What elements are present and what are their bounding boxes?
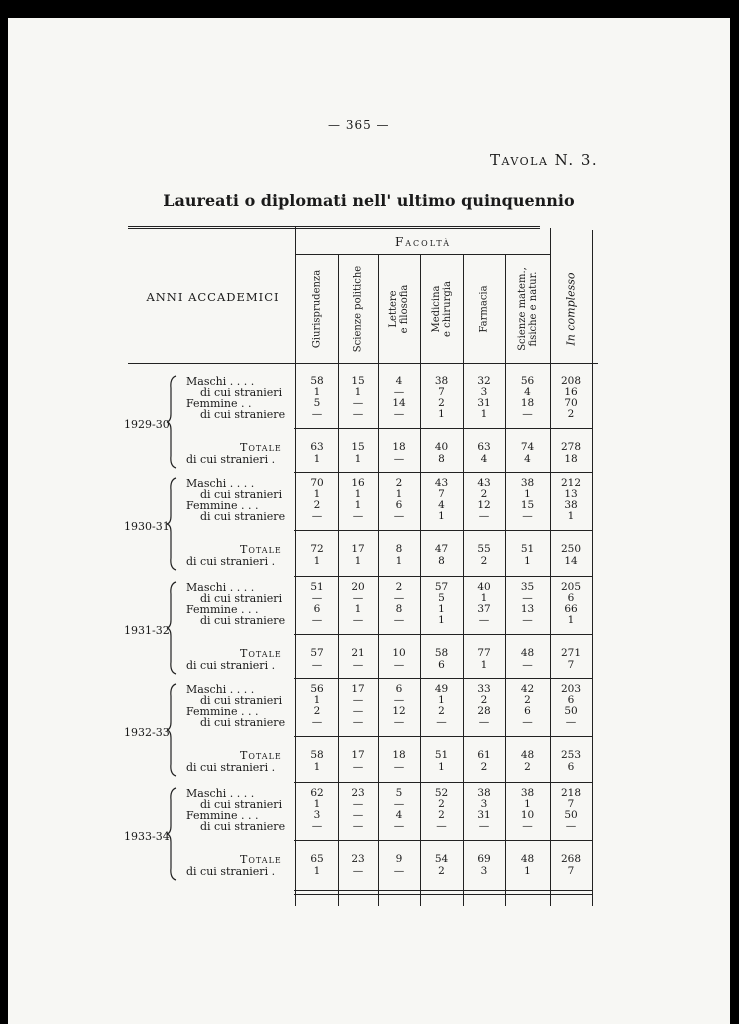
table-cell: 62 [310, 787, 324, 799]
table-cell: 3 [480, 798, 488, 810]
total-cell: 1 [480, 659, 488, 671]
total-cell: 8 [395, 543, 403, 555]
total-cell: — [393, 659, 405, 671]
table-cell: — [565, 820, 577, 832]
total-cell: 268 [560, 853, 582, 865]
table-cell: — [393, 510, 405, 522]
total-cell: 47 [434, 543, 449, 555]
subtotal-rule [294, 530, 592, 531]
table-cell: 4 [395, 375, 403, 387]
table-cell: — [522, 408, 533, 420]
table-cell: — [393, 694, 405, 706]
table-cell: 38 [564, 499, 578, 511]
table-cell: 6 [313, 603, 321, 615]
table-cell: 4 [438, 499, 445, 511]
table-cell: 23 [351, 787, 365, 799]
table-cell: 2 [313, 499, 321, 511]
total-cell: 23 [351, 853, 365, 865]
table-cell: — [311, 408, 323, 420]
total-cell: 4 [480, 453, 488, 465]
row-label: Maschi . . . . [186, 375, 255, 388]
table-cell: — [311, 592, 323, 604]
row-label: di cui stranieri [200, 798, 283, 811]
table-cell: 4 [395, 809, 403, 821]
table-cell: 5 [395, 787, 403, 799]
total-cell: 65 [310, 853, 324, 865]
total-cell: 1 [313, 865, 321, 877]
total-cell: 2 [480, 555, 488, 567]
header-bottom-rule [128, 363, 598, 364]
table-cell: — [352, 510, 364, 522]
table-cell: 1 [567, 510, 575, 522]
table-cell: 208 [560, 375, 582, 387]
column-header-label: Medicina e chirurgia [430, 281, 453, 337]
block-separator-rule [294, 576, 592, 577]
row-label: di cui stranieri [200, 592, 283, 605]
block-separator-rule [294, 472, 592, 473]
total-cell: 1 [313, 453, 321, 465]
table-cell: — [311, 614, 323, 626]
column-header-label: Scienze politiche [352, 265, 364, 353]
table-cell: 3 [480, 386, 488, 398]
table-cell: 7 [438, 386, 445, 398]
row-label: Femmine . . . [186, 809, 259, 822]
table-cell: 70 [310, 477, 324, 489]
subtotal-rule [294, 428, 592, 429]
table-cell: — [522, 592, 533, 604]
total-cell: 51 [434, 749, 449, 761]
table-cell: 6 [567, 592, 575, 604]
table-cell: 2 [438, 798, 445, 810]
table-cell: — [352, 716, 364, 728]
table-cell: — [393, 716, 405, 728]
brace-icon [166, 476, 178, 575]
table-cell: 1 [438, 614, 445, 626]
table-cell: — [352, 820, 364, 832]
table-cell: 2 [438, 809, 445, 821]
academic-year: 1931-32 [124, 624, 170, 637]
table-cell: 4 [524, 386, 531, 398]
table-cell: 1 [524, 798, 531, 810]
table-cell: — [352, 809, 364, 821]
total-cell: 74 [520, 441, 535, 453]
row-label: di cui straniere [200, 820, 286, 833]
top-rule [128, 226, 540, 227]
table-cell: — [393, 614, 405, 626]
table-cell: 12 [477, 499, 491, 511]
total-cell: 17 [351, 749, 365, 761]
total-cell: 3 [480, 865, 488, 877]
table-cell: 18 [520, 397, 535, 409]
table-cell: 58 [310, 375, 324, 387]
brace-icon [166, 580, 178, 679]
total-cell: 1 [354, 453, 362, 465]
table-cell: — [352, 694, 364, 706]
table-cell: 38 [477, 787, 491, 799]
table-cell: — [393, 820, 405, 832]
total-cell: 7 [567, 865, 575, 877]
column-divider [295, 226, 296, 906]
total-cell: — [393, 865, 405, 877]
total-cell: 1 [524, 865, 531, 877]
row-label: Maschi . . . . [186, 787, 255, 800]
document-page [8, 18, 730, 1024]
table-cell: 16 [564, 386, 578, 398]
total-cell: 21 [351, 647, 365, 659]
column-header-lettere-filosofia [378, 256, 420, 362]
block-separator-rule [294, 678, 592, 679]
table-cell: 38 [520, 477, 535, 489]
table-cell: 2 [395, 581, 403, 593]
total-cell: 48 [520, 647, 535, 659]
table-cell: 31 [477, 397, 491, 409]
total-stranieri-label: di cui stranieri . [186, 865, 276, 878]
table-cell: — [393, 592, 405, 604]
table-cell: 7 [438, 488, 445, 500]
table-cell: — [436, 820, 447, 832]
column-header-label: Farmacia [478, 285, 490, 333]
total-cell: 8 [438, 555, 445, 567]
total-cell: 18 [392, 441, 406, 453]
table-cell: — [478, 510, 490, 522]
table-cell: 1 [438, 694, 445, 706]
table-cell: 50 [564, 809, 578, 821]
facolta-group-header: Facoltà [394, 235, 452, 249]
total-cell: 58 [434, 647, 449, 659]
academic-year: 1933-34 [124, 830, 170, 843]
column-header-label: In complesso [564, 272, 578, 346]
subtotal-rule [294, 840, 592, 841]
total-stranieri-label: di cui stranieri . [186, 659, 276, 672]
table-cell: — [522, 716, 533, 728]
table-cell: — [352, 408, 364, 420]
total-cell: 250 [560, 543, 582, 555]
row-label: Femmine . . [186, 397, 252, 410]
total-cell: 72 [310, 543, 324, 555]
total-label: Totale [240, 647, 282, 660]
table-cell: 13 [564, 488, 578, 500]
total-stranieri-label: di cui stranieri . [186, 453, 276, 466]
total-cell: 57 [310, 647, 324, 659]
total-cell: 278 [560, 441, 582, 453]
table-cell: 56 [310, 683, 324, 695]
total-cell: 6 [438, 659, 445, 671]
table-cell: 3 [313, 809, 321, 821]
total-cell: 55 [477, 543, 491, 555]
page-title: Laureati o diplomati nell' ultimo quinquennio [163, 191, 575, 210]
table-cell: 2 [438, 705, 445, 717]
subtotal-rule [294, 736, 592, 737]
total-label: Totale [240, 853, 282, 866]
total-cell: 15 [351, 441, 365, 453]
table-cell: — [352, 705, 364, 717]
table-cell: — [311, 510, 323, 522]
row-header-anni: ANNI ACCADEMICI [146, 290, 280, 304]
table-cell: 218 [560, 787, 582, 799]
table-cell: 20 [351, 581, 365, 593]
total-cell: — [393, 761, 405, 773]
academic-year: 1930-31 [124, 520, 170, 533]
table-cell: — [393, 798, 405, 810]
table-cell: 1 [313, 694, 321, 706]
table-cell: 2 [567, 408, 575, 420]
table-cell: 57 [434, 581, 449, 593]
total-cell: 14 [564, 555, 578, 567]
table-cell: 38 [520, 787, 535, 799]
total-cell: 54 [434, 853, 449, 865]
table-cell: 33 [477, 683, 491, 695]
table-cell: 2 [480, 488, 488, 500]
total-cell: — [522, 659, 533, 671]
table-cell: 37 [477, 603, 491, 615]
table-cell: 14 [392, 397, 406, 409]
table-cell: 1 [354, 488, 362, 500]
brace-icon [166, 682, 178, 781]
row-label: di cui straniere [200, 510, 286, 523]
row-label: di cui straniere [200, 614, 286, 627]
table-cell: 43 [477, 477, 491, 489]
table-cell: 15 [351, 375, 365, 387]
column-header-label: Lettere e filosofia [388, 284, 410, 334]
table-label: Tavola N. 3. [490, 151, 599, 169]
table-cell: 1 [438, 603, 445, 615]
table-cell: 6 [567, 694, 575, 706]
column-header-in-complesso [550, 256, 592, 362]
total-cell: 1 [395, 555, 403, 567]
table-cell: 8 [395, 603, 403, 615]
table-cell: 2 [524, 694, 531, 706]
column-divider [378, 254, 379, 906]
table-cell: 1 [480, 592, 488, 604]
table-cell: — [478, 716, 490, 728]
column-divider [550, 228, 551, 906]
column-divider [463, 254, 464, 906]
total-cell: 8 [438, 453, 445, 465]
table-cell: — [352, 592, 364, 604]
table-cell: — [352, 614, 364, 626]
table-cell: — [522, 510, 533, 522]
column-header-farmacia [463, 256, 505, 362]
table-cell: — [393, 408, 405, 420]
total-cell: 63 [477, 441, 491, 453]
table-cell: — [311, 716, 323, 728]
table-cell: 31 [477, 809, 491, 821]
column-divider [592, 230, 593, 906]
table-cell: 32 [477, 375, 491, 387]
column-header-scienze-matem [505, 256, 550, 362]
row-label: Maschi . . . . [186, 477, 255, 490]
total-label: Totale [240, 441, 282, 454]
total-cell: 10 [392, 647, 406, 659]
total-cell: 271 [560, 647, 582, 659]
total-cell: 1 [354, 555, 362, 567]
facolta-rule [296, 254, 550, 255]
table-cell: 1 [313, 798, 321, 810]
row-label: Femmine . . . [186, 603, 259, 616]
total-stranieri-label: di cui stranieri . [186, 555, 276, 568]
table-cell: 2 [438, 397, 445, 409]
table-cell: 43 [434, 477, 449, 489]
column-header-label: Scienze matem., fisiche e natur. [516, 267, 539, 351]
table-cell: 2 [395, 477, 403, 489]
table-cell: — [436, 716, 447, 728]
page-number: — 365 — [328, 118, 390, 132]
brace-icon [166, 786, 178, 885]
table-cell: 28 [477, 705, 491, 717]
academic-year: 1932-33 [124, 726, 170, 739]
total-cell: 2 [438, 865, 445, 877]
table-cell: — [478, 820, 490, 832]
total-cell: 1 [313, 555, 321, 567]
row-label: di cui stranieri [200, 488, 283, 501]
total-cell: 4 [524, 453, 531, 465]
table-cell: — [522, 614, 533, 626]
column-header-label: Giurisprudenza [311, 269, 323, 349]
table-cell: 52 [434, 787, 449, 799]
table-cell: 203 [560, 683, 582, 695]
table-cell: 6 [395, 683, 403, 695]
table-cell: 6 [524, 705, 531, 717]
total-cell: 253 [560, 749, 582, 761]
table-cell: 1 [438, 408, 445, 420]
row-label: Maschi . . . . [186, 581, 255, 594]
table-cell: 38 [434, 375, 449, 387]
table-cell: 56 [520, 375, 535, 387]
row-label: Femmine . . . [186, 499, 259, 512]
table-cell: 2 [313, 705, 321, 717]
table-cell: 10 [520, 809, 535, 821]
total-cell: 18 [564, 453, 578, 465]
table-cell: 1 [524, 488, 531, 500]
table-cell: 1 [395, 488, 403, 500]
total-stranieri-label: di cui stranieri . [186, 761, 276, 774]
bottom-rule [294, 890, 592, 891]
table-cell: 17 [351, 683, 365, 695]
table-cell: 66 [564, 603, 578, 615]
total-cell: — [352, 865, 364, 877]
subtotal-rule [294, 634, 592, 635]
total-cell: 40 [434, 441, 449, 453]
total-cell: 48 [520, 749, 535, 761]
table-cell: 212 [560, 477, 582, 489]
table-cell: 70 [564, 397, 578, 409]
table-cell: — [522, 820, 533, 832]
table-cell: 1 [313, 386, 321, 398]
total-cell: 69 [477, 853, 491, 865]
total-cell: 2 [524, 761, 531, 773]
table-cell: 5 [438, 592, 445, 604]
table-cell: 1 [354, 386, 362, 398]
table-cell: 50 [564, 705, 578, 717]
table-cell: 7 [567, 798, 575, 810]
total-cell: 77 [477, 647, 491, 659]
table-cell: — [352, 397, 364, 409]
column-header-giurisprudenza [296, 256, 338, 362]
row-label: di cui stranieri [200, 386, 283, 399]
table-cell: 1 [354, 603, 362, 615]
table-cell: 16 [351, 477, 365, 489]
total-cell: 2 [480, 761, 488, 773]
column-divider [420, 254, 421, 906]
column-header-scienze-politiche [338, 256, 378, 362]
total-cell: 1 [524, 555, 531, 567]
total-cell: 61 [477, 749, 491, 761]
total-cell: 48 [520, 853, 535, 865]
table-cell: 1 [438, 510, 445, 522]
table-cell: — [393, 386, 405, 398]
total-cell: — [352, 659, 364, 671]
total-cell: 6 [567, 761, 575, 773]
total-label: Totale [240, 749, 282, 762]
academic-year: 1929-30 [124, 418, 170, 431]
total-cell: — [352, 761, 364, 773]
total-cell: 58 [310, 749, 324, 761]
row-label: Femmine . . . [186, 705, 259, 718]
table-cell: 205 [560, 581, 582, 593]
total-cell: 18 [392, 749, 406, 761]
total-cell: 9 [395, 853, 403, 865]
total-cell: — [311, 659, 323, 671]
table-cell: 51 [310, 581, 324, 593]
total-cell: 1 [438, 761, 445, 773]
row-label: Maschi . . . . [186, 683, 255, 696]
column-header-medicina-chirurgia [420, 256, 463, 362]
table-cell: 12 [392, 705, 406, 717]
bottom-rule [294, 894, 592, 895]
table-cell: 1 [313, 488, 321, 500]
table-cell: 42 [520, 683, 535, 695]
table-cell: — [565, 716, 577, 728]
total-label: Totale [240, 543, 282, 556]
table-cell: 2 [480, 694, 488, 706]
total-cell: 1 [313, 761, 321, 773]
total-cell: 17 [351, 543, 365, 555]
table-cell: 1 [480, 408, 488, 420]
column-divider [338, 254, 339, 906]
total-cell: 51 [520, 543, 535, 555]
column-divider [505, 254, 506, 906]
table-cell: 49 [434, 683, 449, 695]
row-label: di cui stranieri [200, 694, 283, 707]
top-rule [128, 228, 540, 229]
brace-icon [166, 374, 178, 473]
table-cell: 15 [520, 499, 535, 511]
total-cell: — [393, 453, 405, 465]
table-cell: 5 [313, 397, 321, 409]
table-cell: 13 [520, 603, 535, 615]
table-cell: 6 [395, 499, 403, 511]
total-cell: 63 [310, 441, 324, 453]
table-cell: 40 [477, 581, 491, 593]
total-cell: 7 [567, 659, 575, 671]
table-cell: 35 [520, 581, 535, 593]
table-cell: 1 [567, 614, 575, 626]
table-cell: — [352, 798, 364, 810]
row-label: di cui straniere [200, 408, 286, 421]
table-cell: — [311, 820, 323, 832]
table-cell: 1 [354, 499, 362, 511]
table-cell: — [478, 614, 490, 626]
row-label: di cui straniere [200, 716, 286, 729]
block-separator-rule [294, 782, 592, 783]
